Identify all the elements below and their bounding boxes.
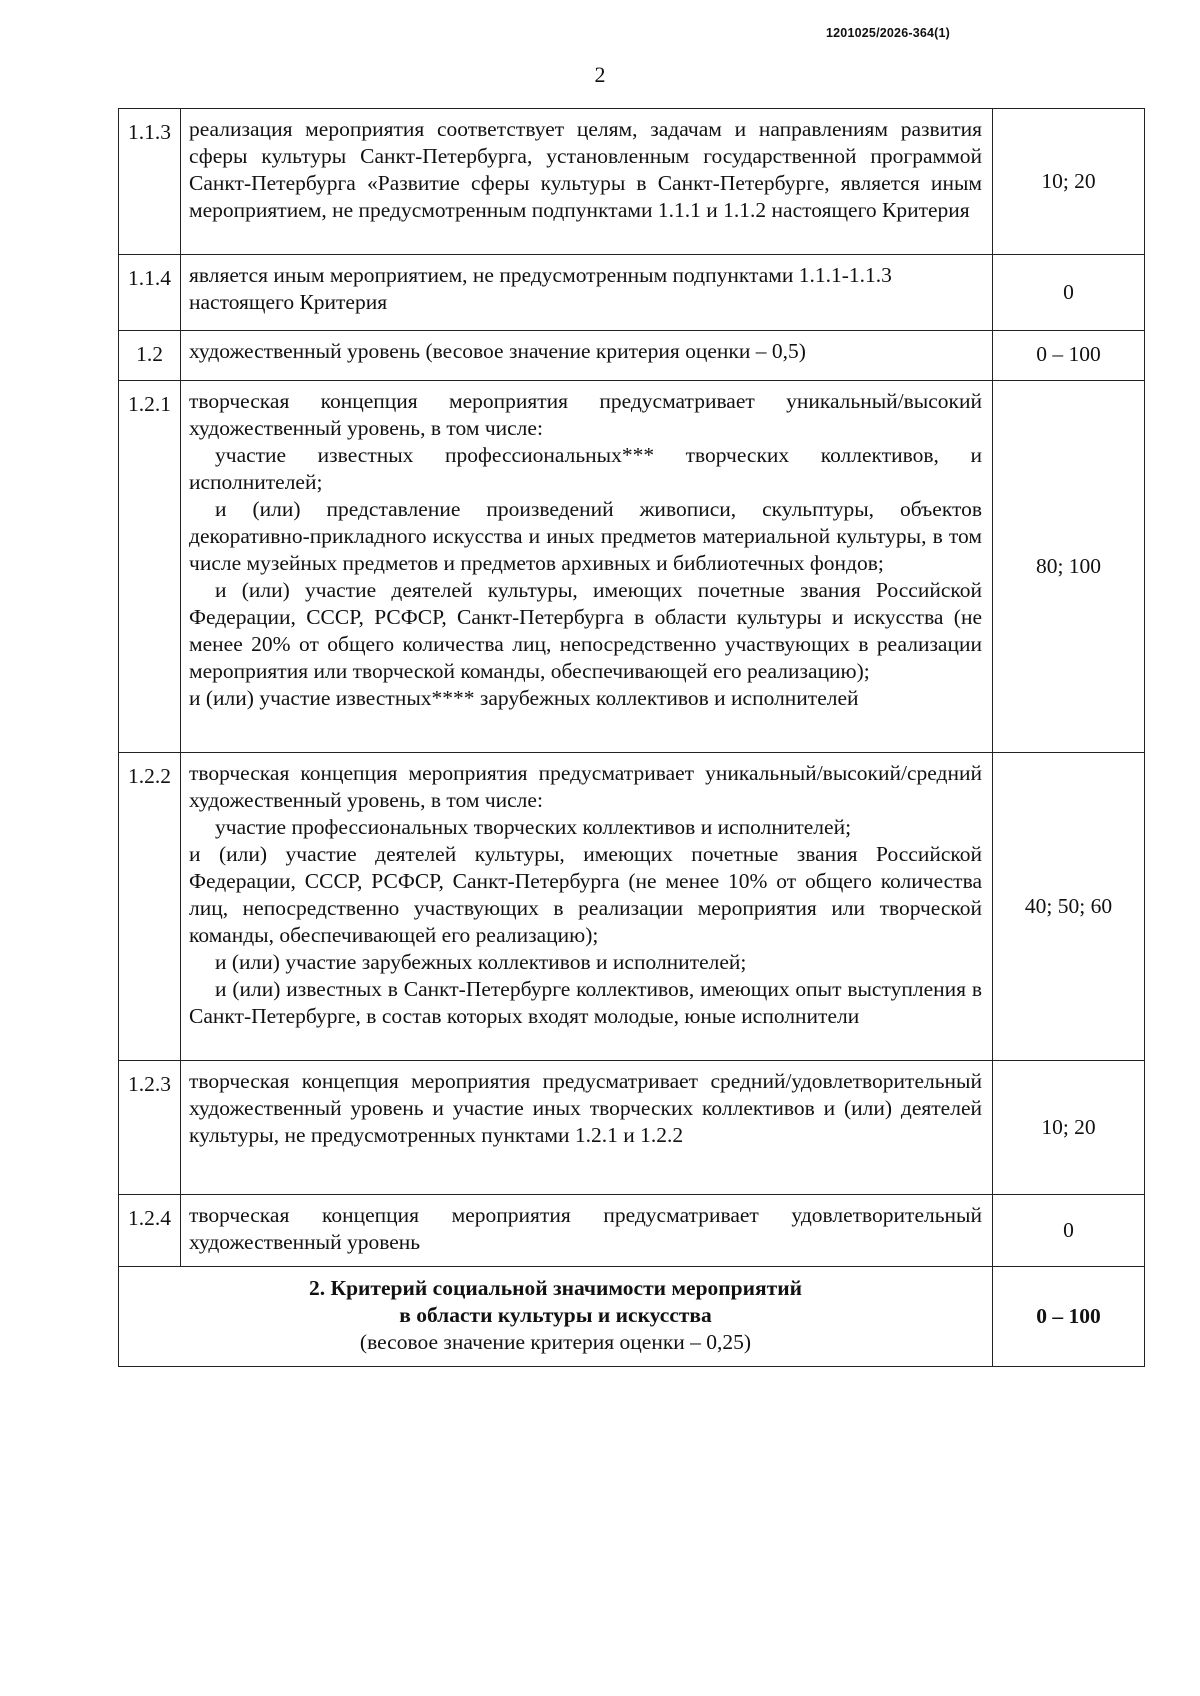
table-row (119, 753, 1145, 1061)
row-number: 1.2.1 (119, 381, 181, 753)
row-score: 80; 100 (993, 381, 1145, 753)
description-paragraph: и (или) представление произведений живописи, скульптуры, объектов декоративно-прикладного искусства и иных предметов материальной культуры, в том числе музейных предметов и предметов архивных и библиотечных фондов; (189, 497, 982, 575)
document-number: 1201025/2026-364(1) (826, 26, 951, 40)
criterion-summary (119, 1267, 993, 1367)
description-paragraph: творческая концепция мероприятия предусматривает уникальный/высокий/средний художественный уровень, в том числе: (189, 761, 982, 812)
row-description (181, 255, 993, 331)
criterion-score: 0 – 100 (993, 1267, 1145, 1367)
row-number: 1.2.2 (119, 753, 181, 1061)
description-paragraph: художественный уровень (весовое значение критерия оценки – 0,5) (189, 339, 806, 363)
table-row (119, 109, 1145, 255)
page-number: 2 (594, 62, 606, 87)
description-paragraph: реализация мероприятия соответствует целям, задачам и направлениям развития сферы культуры Санкт-Петербурга, установленным государственной программой Санкт-Петербурга «Развитие сферы культуры в Санкт-Петербурге, является иным мероприятием, не предусмотренным подпунктами 1.1.1 и 1.1.2 настоящего Критерия (189, 117, 982, 222)
table-row (119, 331, 1145, 381)
row-number: 1.1.4 (119, 255, 181, 331)
description-paragraph: и (или) участие известных**** зарубежных коллективов и исполнителей (189, 686, 859, 710)
row-score: 10; 20 (993, 1061, 1145, 1195)
row-description (181, 1061, 993, 1195)
criterion-title-line: 2. Критерий социальной значимости мероприятий (309, 1276, 802, 1300)
description-paragraph: и (или) участие деятелей культуры, имеющих почетные звания Российской Федерации, СССР, РСФСР, Санкт-Петербурга в области культуры и искусства (не менее 20% от общего количества лиц, непосредственно участвующих в реализации мероприятия или творческой команды, обеспечивающей его реализацию); (189, 578, 982, 683)
row-description (181, 109, 993, 255)
table-row (119, 1061, 1145, 1195)
row-score: 40; 50; 60 (993, 753, 1145, 1061)
criterion-summary-row (119, 1267, 1145, 1367)
table-row (119, 1195, 1145, 1267)
description-paragraph: творческая концепция мероприятия предусматривает уникальный/высокий художественный уровень, в том числе: (189, 389, 982, 440)
row-description (181, 331, 993, 381)
row-score: 0 (993, 255, 1145, 331)
row-score: 10; 20 (993, 109, 1145, 255)
description-paragraph: является иным мероприятием, не предусмотренным подпунктами 1.1.1-1.1.3 настоящего Критерия (189, 263, 892, 314)
description-paragraph: творческая концепция мероприятия предусматривает средний/удовлетворительный художественный уровень и участие иных творческих коллективов и (или) деятелей культуры, не предусмотренных пунктами 1.2.1 и 1.2.2 (189, 1069, 982, 1147)
description-paragraph: участие профессиональных творческих коллективов и исполнителей; (215, 815, 852, 839)
row-number: 1.1.3 (119, 109, 181, 255)
criteria-table (118, 108, 1145, 1367)
criterion-weight: (весовое значение критерия оценки – 0,25) (359, 1330, 752, 1354)
row-score: 0 (993, 1195, 1145, 1267)
description-paragraph: и (или) участие деятелей культуры, имеющих почетные звания Российской Федерации, СССР, РСФСР, Санкт-Петербурга (не менее 10% от общего количества лиц, непосредственно участвующих в реализации мероприятия или творческой команды, обеспечивающей его реализацию); (189, 842, 982, 947)
row-number: 1.2 (119, 331, 181, 381)
description-paragraph: и (или) известных в Санкт-Петербурге коллективов, имеющих опыт выступления в Санкт-Петербурге, в состав которых входят молодые, юные исполнители (189, 977, 982, 1028)
criterion-title-line: в области культуры и искусства (399, 1303, 712, 1327)
description-paragraph: и (или) участие зарубежных коллективов и исполнителей; (215, 950, 747, 974)
description-paragraph: участие известных профессиональных*** творческих коллективов, и исполнителей; (189, 443, 982, 494)
row-description (181, 381, 993, 753)
row-number: 1.2.4 (119, 1195, 181, 1267)
table-row (119, 381, 1145, 753)
row-description (181, 753, 993, 1061)
row-number: 1.2.3 (119, 1061, 181, 1195)
row-score: 0 – 100 (993, 331, 1145, 381)
table-row (119, 255, 1145, 331)
row-description (181, 1195, 993, 1267)
description-paragraph: творческая концепция мероприятия предусматривает удовлетворительный художественный уровень (189, 1203, 982, 1254)
